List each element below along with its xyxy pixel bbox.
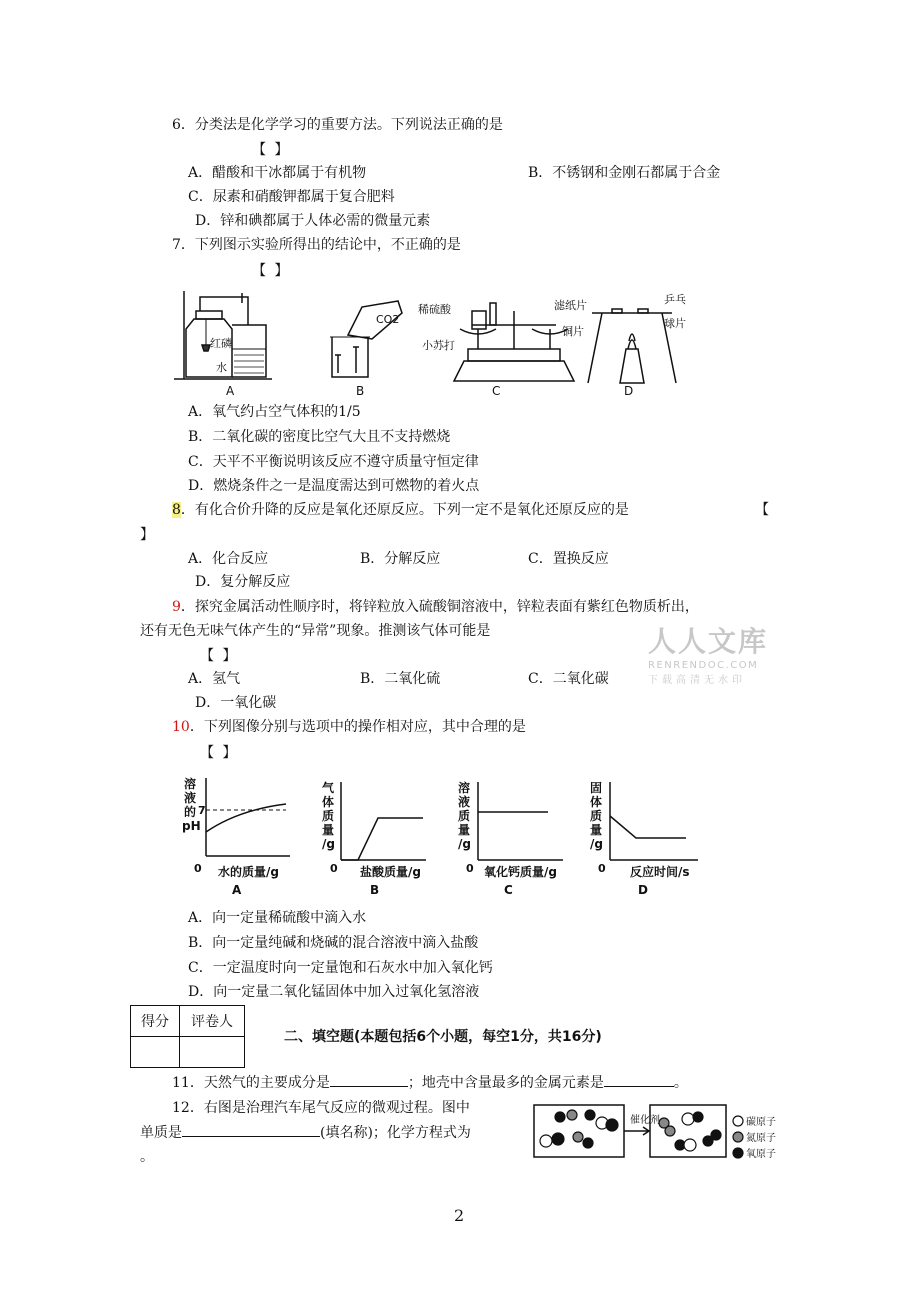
fig-d-label-pingpong-1: 乒乓 <box>664 293 686 306</box>
watermark <box>648 620 768 686</box>
graph-c-ylabel-5: /g <box>458 837 471 851</box>
q12-blank-1[interactable] <box>182 1122 320 1137</box>
graph-a-curve <box>206 804 286 832</box>
q6-option-c: C．尿素和硝酸钾都属于复合肥料 <box>188 189 395 205</box>
graph-c-ylabel-4: 量 <box>458 823 471 837</box>
graph-b-zero: 0 <box>330 862 338 875</box>
fig-d-label-filter-paper: 滤纸片 <box>554 299 587 312</box>
graph-d-xlabel: 反应时间/s <box>630 865 690 879</box>
graph-b-letter: B <box>370 883 380 897</box>
fig-b-label-co2: CO2 <box>376 313 400 326</box>
q11-line <box>172 1072 688 1093</box>
q10-answer-bracket: 【 】 <box>200 745 239 761</box>
q12-line2a: 单质是 <box>140 1125 182 1141</box>
q9-option-a: A．氢气 <box>188 671 241 687</box>
fig-c-label-soda: 小苏打 <box>422 339 455 352</box>
score-cell[interactable] <box>131 1037 180 1068</box>
q12-line2 <box>140 1122 471 1143</box>
graph-c-axes <box>478 782 563 860</box>
q11-part3: 。 <box>673 1075 688 1091</box>
q8-option-c: C．置换反应 <box>528 551 609 567</box>
q9-option-d: D．一氧化碳 <box>195 695 277 711</box>
graph-a-tick-7: 7 <box>198 804 206 817</box>
q9-option-b: B．二氧化硫 <box>360 671 441 687</box>
watermark-slogan: 下载高清无水印 <box>648 675 746 686</box>
q6-option-b: B．不锈钢和金刚石都属于合金 <box>528 165 721 181</box>
legend-nitrogen: 氮原子 <box>746 1133 776 1144</box>
q7-experiment-figure <box>172 283 692 401</box>
q8-option-d: D．复分解反应 <box>195 574 291 590</box>
score-header: 得分 <box>131 1006 180 1037</box>
graph-b-ylabel-3: 质 <box>322 809 335 823</box>
q8-option-a: A．化合反应 <box>188 551 269 567</box>
q11-blank-1[interactable] <box>330 1072 408 1087</box>
q10-option-c: C．一定温度时向一定量饱和石灰水中加入氧化钙 <box>188 960 493 976</box>
watermark-url: RENRENDOC.COM <box>648 660 759 671</box>
fig-d-letter: D <box>624 384 634 398</box>
q8-stem-line <box>172 500 629 520</box>
q8-number: 8 <box>172 502 181 518</box>
fig-b-letter: B <box>356 384 365 398</box>
section2-title: 二、填空题(本题包括6个小题，每空1分，共16分) <box>284 1029 602 1045</box>
fig-c-apparatus <box>454 303 574 381</box>
q9-answer-bracket: 【 】 <box>200 648 239 664</box>
q10-option-a: A．向一定量稀硫酸中滴入水 <box>188 910 367 926</box>
graph-a-letter: A <box>232 883 242 897</box>
q7-option-d: D．燃烧条件之一是温度需达到可燃物的着火点 <box>188 478 480 494</box>
q8-bracket-open: 【 <box>755 502 769 518</box>
graph-b-ylabel-1: 气 <box>322 781 335 795</box>
graph-d-ylabel-4: 量 <box>590 823 603 837</box>
watermark-title: 人人文库 <box>648 625 769 658</box>
graph-a-axes <box>206 778 290 856</box>
graph-a-ylabel-2: 液 <box>184 791 197 805</box>
graph-d-curve <box>610 816 686 838</box>
q6-answer-bracket: 【 】 <box>252 142 291 158</box>
q7-option-c: C．天平不平衡说明该反应不遵守质量守恒定律 <box>188 454 479 470</box>
graph-b-xlabel: 盐酸质量/g <box>360 865 421 879</box>
graph-c-zero: 0 <box>466 862 474 875</box>
graph-b-ylabel-4: 量 <box>322 823 335 837</box>
q7-answer-bracket: 【 】 <box>252 263 291 279</box>
q11-part1: 11．天然气的主要成分是 <box>172 1075 330 1091</box>
fig-c-label-acid: 稀硫酸 <box>418 303 451 316</box>
fig-d-label-copper: 铜片 <box>562 325 584 338</box>
page-number: 2 <box>454 1206 465 1225</box>
grader-header: 评卷人 <box>180 1006 245 1037</box>
fig-d-apparatus <box>588 309 676 383</box>
q6-stem: 6．分类法是化学学习的重要方法。下列说法正确的是 <box>172 117 503 133</box>
q9-stem-line1 <box>172 597 699 617</box>
graph-c-xlabel: 氧化钙质量/g <box>484 865 557 879</box>
q12-line1: 12．右图是治理汽车尾气反应的微观过程。图中 <box>172 1100 470 1116</box>
q12-line3: 。 <box>140 1149 154 1165</box>
q10-option-d: D．向一定量二氧化锰固体中加入过氧化氢溶液 <box>188 984 480 1000</box>
graph-c-ylabel-2: 液 <box>458 795 471 809</box>
q8-stem: ．有化合价升降的反应是氧化还原反应。下列一定不是氧化还原反应的是 <box>180 502 629 518</box>
q6-option-d: D．锌和碘都属于人体必需的微量元素 <box>195 213 431 229</box>
q9-number: 9 <box>172 599 181 615</box>
score-table <box>130 1005 245 1068</box>
graph-a-xlabel: 水的质量/g <box>218 865 279 879</box>
q11-part2: ；地壳中含量最多的金属元素是 <box>407 1075 604 1091</box>
graph-d-ylabel-3: 质 <box>590 809 603 823</box>
fig-a-label-phosphorus: 红磷 <box>210 337 232 350</box>
legend-oxygen: 氧原子 <box>746 1149 776 1160</box>
q9-option-c: C．二氧化碳 <box>528 671 609 687</box>
graph-a-ylabel-3: 的 <box>184 805 197 819</box>
graph-d-letter: D <box>638 883 648 897</box>
q12-micro-figure <box>530 1101 785 1165</box>
q10-stem-line <box>172 717 526 737</box>
q7-option-b: B．二氧化碳的密度比空气大且不支持燃烧 <box>188 429 451 445</box>
graph-c-ylabel-1: 溶 <box>458 781 471 795</box>
graph-a-ylabel-1: 溶 <box>184 777 197 791</box>
q6-option-a: A．醋酸和干冰都属于有机物 <box>188 165 367 181</box>
q8-option-b: B．分解反应 <box>360 551 441 567</box>
graph-d-ylabel-2: 体 <box>590 795 603 809</box>
q8-bracket-close: 】 <box>140 527 154 543</box>
fig-c-letter: C <box>492 384 501 398</box>
graph-a-zero: 0 <box>194 862 202 875</box>
q7-stem: 7．下列图示实验所得出的结论中，不正确的是 <box>172 237 461 253</box>
q9-stem-1: ．探究金属活动性顺序时，将锌粒放入硫酸铜溶液中，锌粒表面有紫红色物质析出， <box>180 599 699 615</box>
fig-a-label-water: 水 <box>216 361 227 374</box>
fig-d-label-pingpong-2: 球片 <box>664 317 686 330</box>
q10-stem: ．下列图像分别与选项中的操作相对应，其中合理的是 <box>189 719 526 735</box>
fig-a-letter: A <box>226 384 235 398</box>
graph-c-ylabel-3: 质 <box>458 809 471 823</box>
q10-number: 10 <box>172 719 190 735</box>
graph-b-axes <box>341 782 426 860</box>
graph-b-curve <box>341 818 423 860</box>
q9-stem-2: 还有无色无味气体产生的“异常”现象。推测该气体可能是 <box>140 623 491 639</box>
legend-carbon: 碳原子 <box>746 1117 776 1128</box>
graph-b-ylabel-5: /g <box>322 837 335 851</box>
graph-c-letter: C <box>504 883 513 897</box>
graph-d-ylabel-1: 固 <box>590 781 603 795</box>
q7-option-a: A．氧气约占空气体积的1/5 <box>188 404 361 420</box>
q10-option-b: B．向一定量纯碱和烧碱的混合溶液中滴入盐酸 <box>188 935 479 951</box>
graph-d-zero: 0 <box>598 862 606 875</box>
grader-cell[interactable] <box>180 1037 245 1068</box>
graph-d-axes <box>610 782 698 860</box>
graph-d-ylabel-5: /g <box>590 837 603 851</box>
catalyst-label: 催化剂 <box>630 1115 660 1126</box>
graph-a-ylabel-4: pH <box>182 819 201 833</box>
q10-graphs-figure <box>178 772 718 900</box>
q12-line2b: (填名称)；化学方程式为 <box>320 1125 471 1141</box>
graph-b-ylabel-2: 体 <box>322 795 335 809</box>
q11-blank-2[interactable] <box>604 1072 674 1087</box>
